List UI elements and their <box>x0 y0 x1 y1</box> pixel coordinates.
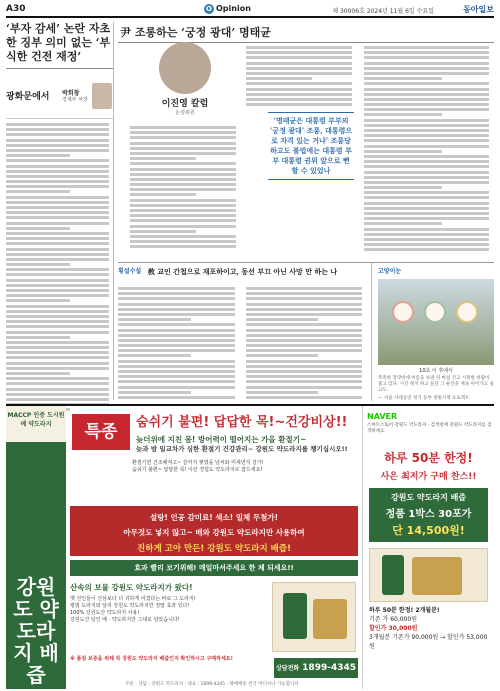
text-line <box>246 56 352 59</box>
text-line <box>6 341 109 344</box>
ad-certification: MACCP 인증 도시원예 약도라지 <box>6 406 66 442</box>
left-byline <box>6 73 113 119</box>
text-line <box>6 159 109 162</box>
text-line <box>130 219 236 222</box>
columnist-box <box>140 42 230 116</box>
text-line <box>246 354 319 357</box>
newspaper-name: 동아일보 <box>463 5 494 14</box>
text-line <box>6 253 109 256</box>
text-line <box>246 88 352 91</box>
text-line <box>6 299 70 302</box>
text-line <box>6 201 109 204</box>
left-body-text <box>6 123 113 411</box>
text-line <box>130 126 236 129</box>
text-line <box>130 152 236 155</box>
sub-kicker: 횡설수설 <box>118 268 142 275</box>
main-body-text-3 <box>364 46 494 254</box>
ad-feature-line: 진하게 고아 만든! 강원도 약도라지 배즙! <box>137 544 291 554</box>
text-line <box>118 303 235 306</box>
text-line <box>6 196 109 199</box>
main-column <box>118 22 494 250</box>
ad-description-line: 평범 도라지와 달리 강원도 약도라지만 정말 효과 있다! <box>70 603 190 609</box>
text-line <box>364 222 442 225</box>
text-line <box>246 380 363 383</box>
sub-headline: 敎 교인 간첩으로 재포하이고, 동선 부끄 아닌 사망 만 하는 나 <box>147 267 338 276</box>
text-line <box>364 124 489 127</box>
text-line <box>130 188 236 191</box>
text-line <box>6 305 109 308</box>
ad-right-subheadline: 사은 최저가 구매 찬스!! <box>380 472 477 482</box>
text-line <box>6 331 109 334</box>
text-line <box>6 211 109 214</box>
text-line <box>130 214 236 217</box>
sub-body-col-2 <box>246 287 368 401</box>
text-line <box>246 344 363 347</box>
product-pouch <box>382 555 404 595</box>
text-line <box>246 396 363 399</box>
section-title <box>204 4 251 14</box>
text-line <box>130 131 236 134</box>
text-line <box>364 46 489 49</box>
text-line <box>130 225 236 228</box>
text-line <box>118 297 235 300</box>
offer-product: 강원도 약도라지 배즙 <box>390 493 467 502</box>
edition-info: 제 30006호 2024년 11월 6일 수요일 <box>332 8 434 15</box>
text-line <box>364 155 489 158</box>
text-line <box>246 323 363 326</box>
clock-icon <box>424 301 446 323</box>
text-line <box>364 228 489 231</box>
ad-band: 효과 빨리 보기위해! 매일마셔주세요 한 체 되세요!! <box>70 560 358 576</box>
text-line <box>6 382 109 385</box>
text-line <box>6 289 109 292</box>
product-box <box>313 599 347 639</box>
text-line <box>364 77 442 80</box>
advertisement <box>6 404 494 687</box>
photo-caption-title: 10초 이 후에서 <box>419 368 453 374</box>
text-line <box>246 303 363 306</box>
text-line <box>118 365 235 368</box>
text-line <box>6 222 109 225</box>
text-line <box>246 318 319 321</box>
text-line <box>130 199 236 202</box>
text-line <box>246 98 352 101</box>
left-column <box>6 22 114 400</box>
text-line <box>6 190 70 193</box>
text-line <box>6 165 109 168</box>
page-number: A30 <box>6 4 26 14</box>
text-line <box>130 235 236 238</box>
columnist-photo <box>159 42 211 94</box>
text-line <box>364 165 489 168</box>
text-line <box>246 375 363 378</box>
text-line <box>130 230 196 233</box>
text-line <box>364 51 489 54</box>
photo-feature <box>378 263 494 401</box>
text-line <box>364 248 489 251</box>
text-line <box>364 160 489 163</box>
text-line <box>6 154 70 157</box>
text-line <box>130 142 236 145</box>
text-line <box>6 325 109 328</box>
text-line <box>130 162 236 165</box>
text-line <box>6 268 109 271</box>
ad-right-offer <box>369 488 488 542</box>
text-line <box>118 313 235 316</box>
text-line <box>118 360 235 363</box>
text-line <box>364 103 489 106</box>
text-line <box>246 329 363 332</box>
ad-product-name: 강원도 약도라지 배즙 <box>13 575 59 687</box>
naver-subtext: 스마트스토어 강원도 약도라지 · 검색창에 강원도 약도라지를 검색하세요 <box>367 423 492 434</box>
text-line <box>246 103 352 106</box>
ad-description <box>70 582 270 624</box>
text-line <box>364 67 489 70</box>
text-line <box>118 334 235 337</box>
text-line <box>364 108 489 111</box>
ad-description-line: 100% 강원도산 약도라지 사용! <box>70 610 140 616</box>
ad-subheadline-2: 늦과 밤 일교차가 심한 환절기 건강관리~ 강원도 약도라지를 챙기십시오!! <box>136 445 348 453</box>
text-line <box>246 334 363 337</box>
text-line <box>364 88 489 91</box>
text-line <box>246 297 363 300</box>
text-line <box>118 292 235 295</box>
text-line <box>364 113 442 116</box>
product-box <box>412 557 462 595</box>
naver-logo: NAVER <box>367 412 398 421</box>
text-line <box>6 336 70 339</box>
text-line <box>246 360 363 363</box>
text-line <box>246 349 363 352</box>
text-line <box>6 273 109 276</box>
text-line <box>6 356 109 359</box>
text-line <box>6 180 109 183</box>
ad-footer: 주문 · 상담 : 강원도 약도라지 · 대표 : 1899-4345 · 택배배송 전국 어디서나 가능합니다 <box>125 682 299 687</box>
ad-side-strip <box>6 406 66 689</box>
text-line <box>6 393 109 396</box>
text-line <box>6 377 109 380</box>
section-label: Opinion <box>216 4 251 13</box>
text-line <box>6 232 109 235</box>
text-line <box>364 233 489 236</box>
page-header <box>6 4 494 18</box>
text-line <box>6 216 109 219</box>
ad-description-line: 강원도산 달인 배 · 약도라지만 그대로 담았습니다! <box>70 617 180 623</box>
text-line <box>130 147 236 150</box>
photo-caption: 촉촉한 장맛비에 여름을 보낸 뒤 마침 진고 시원한 바람이 불고 있다. 시간 정지 하고 싶던 그 순간을 계속 이어가고 싶고도. <box>378 376 494 393</box>
text-line <box>246 308 363 311</box>
text-line <box>6 133 109 136</box>
text-line <box>130 168 236 171</box>
text-line <box>6 258 109 261</box>
ad-phone-label: 상담전화 <box>275 665 300 672</box>
author-title: 경제부 차장 <box>62 96 88 103</box>
text-line <box>6 310 109 313</box>
offer-quantity: 정품 1박스 30포가 <box>385 509 472 520</box>
ad-product-image <box>272 582 356 652</box>
text-line <box>6 284 109 287</box>
text-line <box>246 67 352 70</box>
text-line <box>6 175 109 178</box>
text-line <box>246 72 352 75</box>
text-line <box>6 398 109 401</box>
main-headline <box>118 22 494 43</box>
main-body-text-2 <box>246 46 356 108</box>
text-line <box>6 242 109 245</box>
text-line <box>364 191 489 194</box>
text-line <box>6 237 109 240</box>
photo-label: 고양이눈 <box>378 268 402 275</box>
sub-article <box>118 263 372 401</box>
text-line <box>118 329 235 332</box>
sub-row <box>118 262 494 400</box>
text-line <box>246 93 352 96</box>
text-line <box>118 375 235 378</box>
text-line <box>6 367 109 370</box>
product-pouch <box>283 593 307 639</box>
columnist-title: 논설위원 <box>175 110 195 116</box>
text-line <box>6 139 109 142</box>
photo-credit: — 서울 사대공연 경기 동부 정원시계 프로젝트 <box>378 396 470 401</box>
text-line <box>364 129 489 132</box>
text-line <box>246 82 352 85</box>
text-line <box>6 206 109 209</box>
text-line <box>130 136 236 139</box>
text-line <box>364 196 489 199</box>
text-line <box>6 227 70 230</box>
price-line: 할인가 30,000원 <box>369 625 418 632</box>
text-line <box>246 386 363 389</box>
text-line <box>246 365 363 368</box>
text-line <box>246 51 352 54</box>
text-line <box>118 391 191 394</box>
left-headline: ‘부자 감세’ 논란 자초한 징부 의미 없는 ‘부식한 건전 재정’ <box>6 22 113 69</box>
text-line <box>246 62 352 65</box>
ad-description-title: 산속의 보물 강원도 약도라지가 왔다! <box>70 583 193 592</box>
price-line: 3개월분 기존가 90,000원 → 할인가 53,000원 <box>369 634 488 650</box>
ad-list-item: 숨쉬기 불편~ 답답한 목! 이런 경험도 약도라지로 잡으세요! <box>132 467 263 473</box>
clock-icon <box>392 301 414 323</box>
text-line <box>118 349 235 352</box>
text-line <box>130 209 236 212</box>
text-line <box>6 248 109 251</box>
text-line <box>6 362 109 365</box>
ad-main <box>66 406 358 689</box>
price-line: 기존 가 60,000원 <box>369 616 417 623</box>
text-line <box>246 313 363 316</box>
text-line <box>364 98 489 101</box>
offer-price: 단 14,500원! <box>392 524 465 537</box>
text-line <box>6 263 70 266</box>
text-line <box>246 292 363 295</box>
text-line <box>364 150 442 153</box>
text-line <box>246 370 363 373</box>
text-line <box>118 380 235 383</box>
text-line <box>246 287 363 290</box>
text-line <box>364 176 489 179</box>
ad-right-headline: 하루 50분 한정! <box>384 451 473 465</box>
text-line <box>130 173 236 176</box>
ad-right-product-image <box>369 548 488 602</box>
author-photo <box>92 83 112 109</box>
text-line <box>6 123 109 126</box>
text-line <box>6 351 109 354</box>
text-line <box>130 240 236 243</box>
ad-phone-number <box>274 658 358 678</box>
text-line <box>6 128 109 131</box>
text-line <box>118 323 235 326</box>
text-line <box>364 243 489 246</box>
author-info <box>62 88 88 104</box>
opinion-icon: O <box>204 4 214 14</box>
text-line <box>364 217 489 220</box>
ad-warning: ※ 품질 보증을 위해 꼭 강원도 약도라지 배즙인지 확인하시고 구매하세요! <box>70 656 233 662</box>
ad-description-line: 옛 선인들이 산삼보다 더 귀하게 여겼다는 바로 그 도라지! <box>70 596 196 602</box>
text-line <box>130 204 236 207</box>
ad-feature-box <box>70 506 358 556</box>
text-line <box>6 144 109 147</box>
text-line <box>118 339 235 342</box>
ad-list-item: 환절기면 건조해져고~ 갈까지 쌓였을 날씨와 미세먼지 걸가! <box>132 460 264 466</box>
text-line <box>6 149 109 152</box>
ad-feature-line: 설탕! 인공 감미료! 색소! 일체 무첨가! <box>149 513 279 522</box>
text-line <box>118 370 235 373</box>
price-line: 하루 50분 한정! 2개월분! <box>369 607 440 614</box>
text-line <box>130 157 196 160</box>
ad-feature-line: 아무것도 넣지 않고~ 배와 강원도 약도라지만 사용하여 <box>123 528 305 537</box>
text-line <box>118 344 235 347</box>
sub-body <box>118 283 367 401</box>
text-line <box>6 294 109 297</box>
text-line <box>118 386 235 389</box>
text-line <box>118 354 191 357</box>
ad-description-text <box>70 596 270 624</box>
ad-subheadline: 늦더위에 지친 몸! 방어력이 떨어지는 가을 환절기~ <box>136 435 307 444</box>
text-line <box>364 93 489 96</box>
text-line <box>364 82 489 85</box>
text-line <box>364 212 489 215</box>
columnist-name: 이진영 칼럼 <box>161 99 209 109</box>
text-line <box>364 72 489 75</box>
clock-icon <box>456 301 478 323</box>
ad-headline: 숨쉬기 불편! 답답한 목!~건강비상!! <box>136 415 348 430</box>
text-line <box>130 245 236 248</box>
text-line <box>246 46 352 49</box>
text-line <box>6 185 109 188</box>
text-line <box>364 238 489 241</box>
pull-quote: ‘명태균은 대통령 부부의 ‘궁정 광대’ 조롱, 대통령으로 자격 있는 거냐’ 조롱당하고도 불법에는 대통령 부부 대통령 권위 앞으로 뻔 할 수 있었나 <box>268 112 354 180</box>
text-line <box>364 181 489 184</box>
text-line <box>130 183 236 186</box>
text-line <box>364 139 489 142</box>
text-line <box>130 193 196 196</box>
text-line <box>364 207 489 210</box>
text-line <box>118 396 235 399</box>
ad-right-panel <box>362 406 494 689</box>
text-line <box>6 388 109 391</box>
text-line <box>364 171 489 174</box>
ad-right-prices <box>369 606 488 651</box>
text-line <box>364 62 489 65</box>
text-line <box>6 320 109 323</box>
text-line <box>118 308 235 311</box>
text-line <box>118 287 235 290</box>
main-body-text-1 <box>130 126 240 251</box>
sub-body-col-1 <box>118 287 240 401</box>
text-line <box>364 119 489 122</box>
text-line <box>246 391 319 394</box>
ad-badge: 특종 <box>72 414 130 450</box>
text-line <box>130 178 236 181</box>
text-line <box>6 170 109 173</box>
text-line <box>6 346 109 349</box>
main-headline-text: 尹 조롱하는 ‘궁정 광대’ 명태균 <box>120 26 271 39</box>
text-line <box>246 77 312 80</box>
author-name: 박희창 <box>62 89 80 97</box>
photo-image <box>378 279 494 365</box>
column-series-name: 광화문에서 <box>6 92 50 102</box>
text-line <box>364 202 489 205</box>
text-line <box>364 56 489 59</box>
text-line <box>246 339 363 342</box>
text-line <box>364 186 442 189</box>
text-line <box>6 279 109 282</box>
ad-phone-value: 1899-4345 <box>302 663 357 673</box>
text-line <box>118 318 191 321</box>
text-line <box>6 315 109 318</box>
text-line <box>364 145 489 148</box>
text-line <box>364 134 489 137</box>
ad-list <box>132 460 264 474</box>
text-line <box>6 372 70 375</box>
